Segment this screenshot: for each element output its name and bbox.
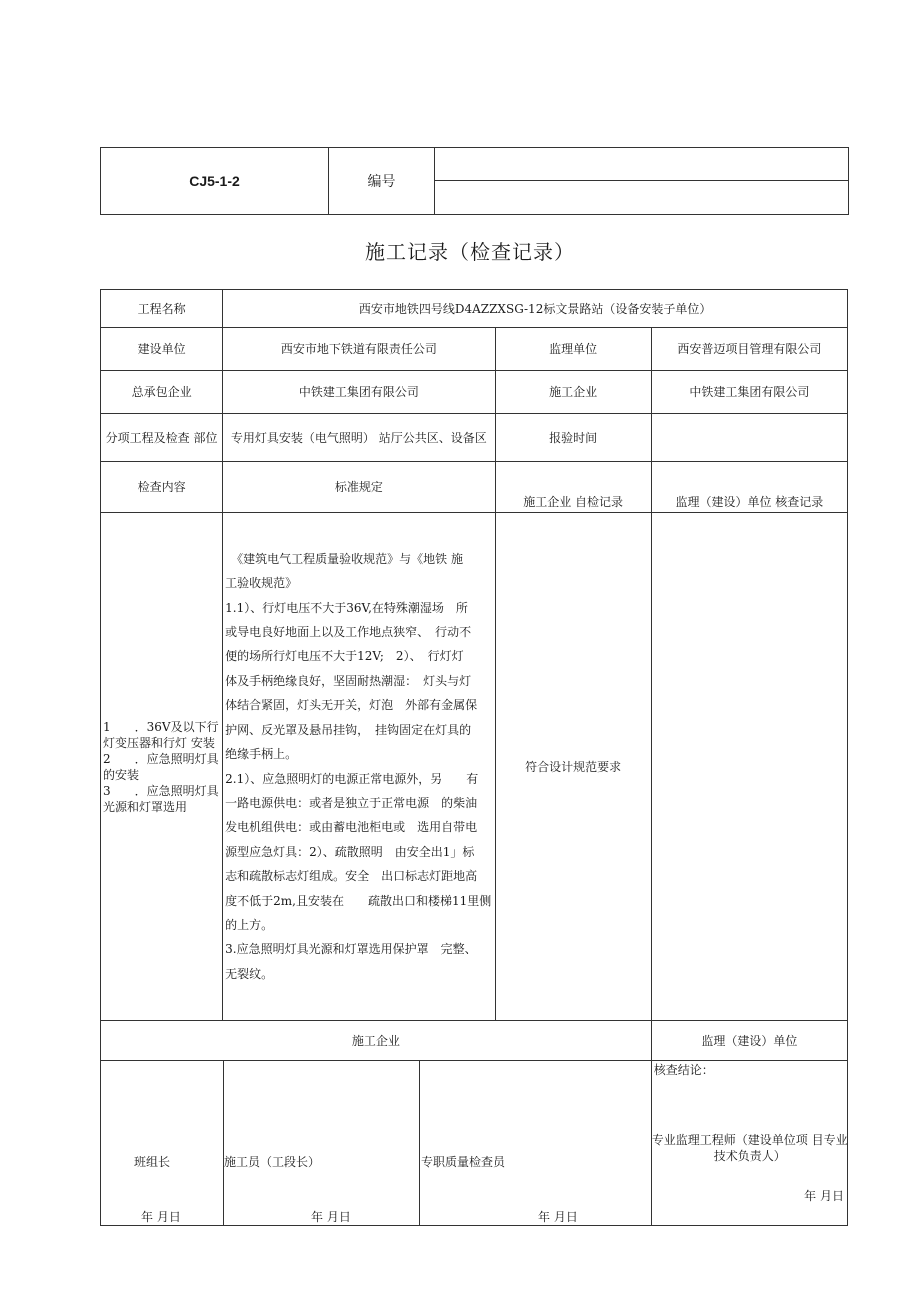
constructor-date: 年 月日	[311, 1210, 351, 1224]
check-item: 2 ．应急照明灯具 的安装	[103, 751, 219, 782]
standard-line: 无裂纹。	[225, 966, 274, 981]
standard-line: 体结合紧固，灯头无开关，灯泡 外部有金属保	[225, 698, 478, 713]
general-contractor: 中铁建工集团有限公司	[223, 371, 495, 414]
inspection-time-label: 报验时间	[495, 414, 651, 462]
number-value-2	[435, 181, 849, 215]
standard-line: 志和疏散标志灯组成。安全 出口标志灯距地高	[225, 869, 478, 884]
standard-line: 护网、反光罩及悬吊挂钩， 挂钩固定在灯具的	[225, 722, 472, 737]
supervisor: 西安普迈项目管理有限公司	[651, 328, 847, 371]
subproject: 专用灯具安装（电气照明） 站厅公共区、设备区	[223, 414, 495, 462]
inspection-time	[651, 414, 847, 462]
standard-line: 1.1）、行灯电压不大于36V,在特殊潮湿场 所	[225, 600, 468, 615]
column-supervision-check: 监理（建设）单位 核查记录	[651, 462, 847, 513]
constructor-label: 施工员（工段长）	[224, 1155, 321, 1169]
standard-line: 的上方。	[225, 917, 274, 932]
check-item: 1 ．36V及以下行 灯变压器和行灯 安装	[103, 719, 219, 750]
standard-line: 3.应急照明灯具光源和灯罩选用保护罩 完整、	[225, 942, 477, 957]
form-code: CJ5-1-2	[101, 148, 329, 215]
sign-supervisor-label: 监理（建设）单位	[651, 1021, 847, 1061]
number-label: 编号	[329, 148, 435, 215]
builder: 西安市地下铁道有限责任公司	[223, 328, 495, 371]
team-leader-label: 班组长	[134, 1155, 171, 1169]
standard-line: 源型应急灯具：2）、疏散照明 由安全出1」标	[225, 844, 475, 859]
code-table	[100, 147, 849, 215]
column-standard: 标准规定	[223, 462, 495, 513]
general-contractor-label: 总承包企业	[101, 371, 223, 414]
self-check-result: 符合设计规范要求	[495, 513, 651, 1021]
divider	[223, 1061, 224, 1225]
conclusion-label: 核查结论：	[653, 1063, 714, 1077]
divider	[419, 1061, 420, 1225]
check-items	[101, 513, 223, 1021]
sign-company-area	[101, 1061, 652, 1226]
supervisor-label: 监理单位	[495, 328, 651, 371]
engineer-label: 专业监理工程师（建设单位项 目专业技术负责人）	[651, 1133, 848, 1163]
standard-line: 2.1）、应急照明灯的电源正常电源外，另 有	[225, 771, 479, 786]
standard-line: 体及手柄绝缘良好，坚固耐热潮湿： 灯头与灯	[225, 673, 472, 688]
construction-company-label: 施工企业	[495, 371, 651, 414]
standard-text	[223, 513, 495, 1021]
number-value-1	[435, 148, 849, 181]
construction-company: 中铁建工集团有限公司	[651, 371, 847, 414]
standard-line: 或导电良好地面上以及工作地点狭窄、 行动不	[225, 625, 472, 640]
standard-line: 一路电源供电：或者是独立于正常电源 的柴油	[225, 795, 478, 810]
record-table	[100, 289, 848, 1226]
supervisor-date: 年 月日	[804, 1189, 844, 1203]
standard-line: 绝缘手柄上。	[225, 747, 298, 762]
team-leader-date: 年 月日	[141, 1210, 181, 1224]
check-item: 3 ．应急照明灯具 光源和灯罩选用	[103, 783, 219, 814]
standard-line: 工验收规范》	[225, 576, 298, 591]
sign-company-label: 施工企业	[101, 1021, 652, 1061]
page-title: 施工记录（检查记录）	[365, 240, 575, 264]
column-content: 检查内容	[101, 462, 223, 513]
quality-inspector-label: 专职质量检查员	[421, 1155, 506, 1169]
supervision-result	[651, 513, 847, 1021]
standard-line: 度不低于2m,且安装在 疏散出口和楼梯11里侧	[225, 893, 492, 908]
standard-line: 便的场所行灯电压不大于12V; 2）、 行灯灯	[225, 649, 464, 664]
builder-label: 建设单位	[101, 328, 223, 371]
sign-supervisor-area	[651, 1061, 847, 1226]
standard-line: 《建筑电气工程质量验收规范》与《地铁 施	[225, 551, 463, 566]
column-self-check: 施工企业 自检记录	[495, 462, 651, 513]
inspector-date: 年 月日	[538, 1210, 578, 1224]
standard-line: 发电机组供电：或由蓄电池柜电或 选用自带电	[225, 820, 478, 835]
project-name-label: 工程名称	[101, 290, 223, 328]
subproject-label: 分项工程及检查 部位	[101, 414, 223, 462]
project-name: 西安市地铁四号线D4AZZXSG-12标文景路站（设备安装子单位）	[223, 290, 848, 328]
